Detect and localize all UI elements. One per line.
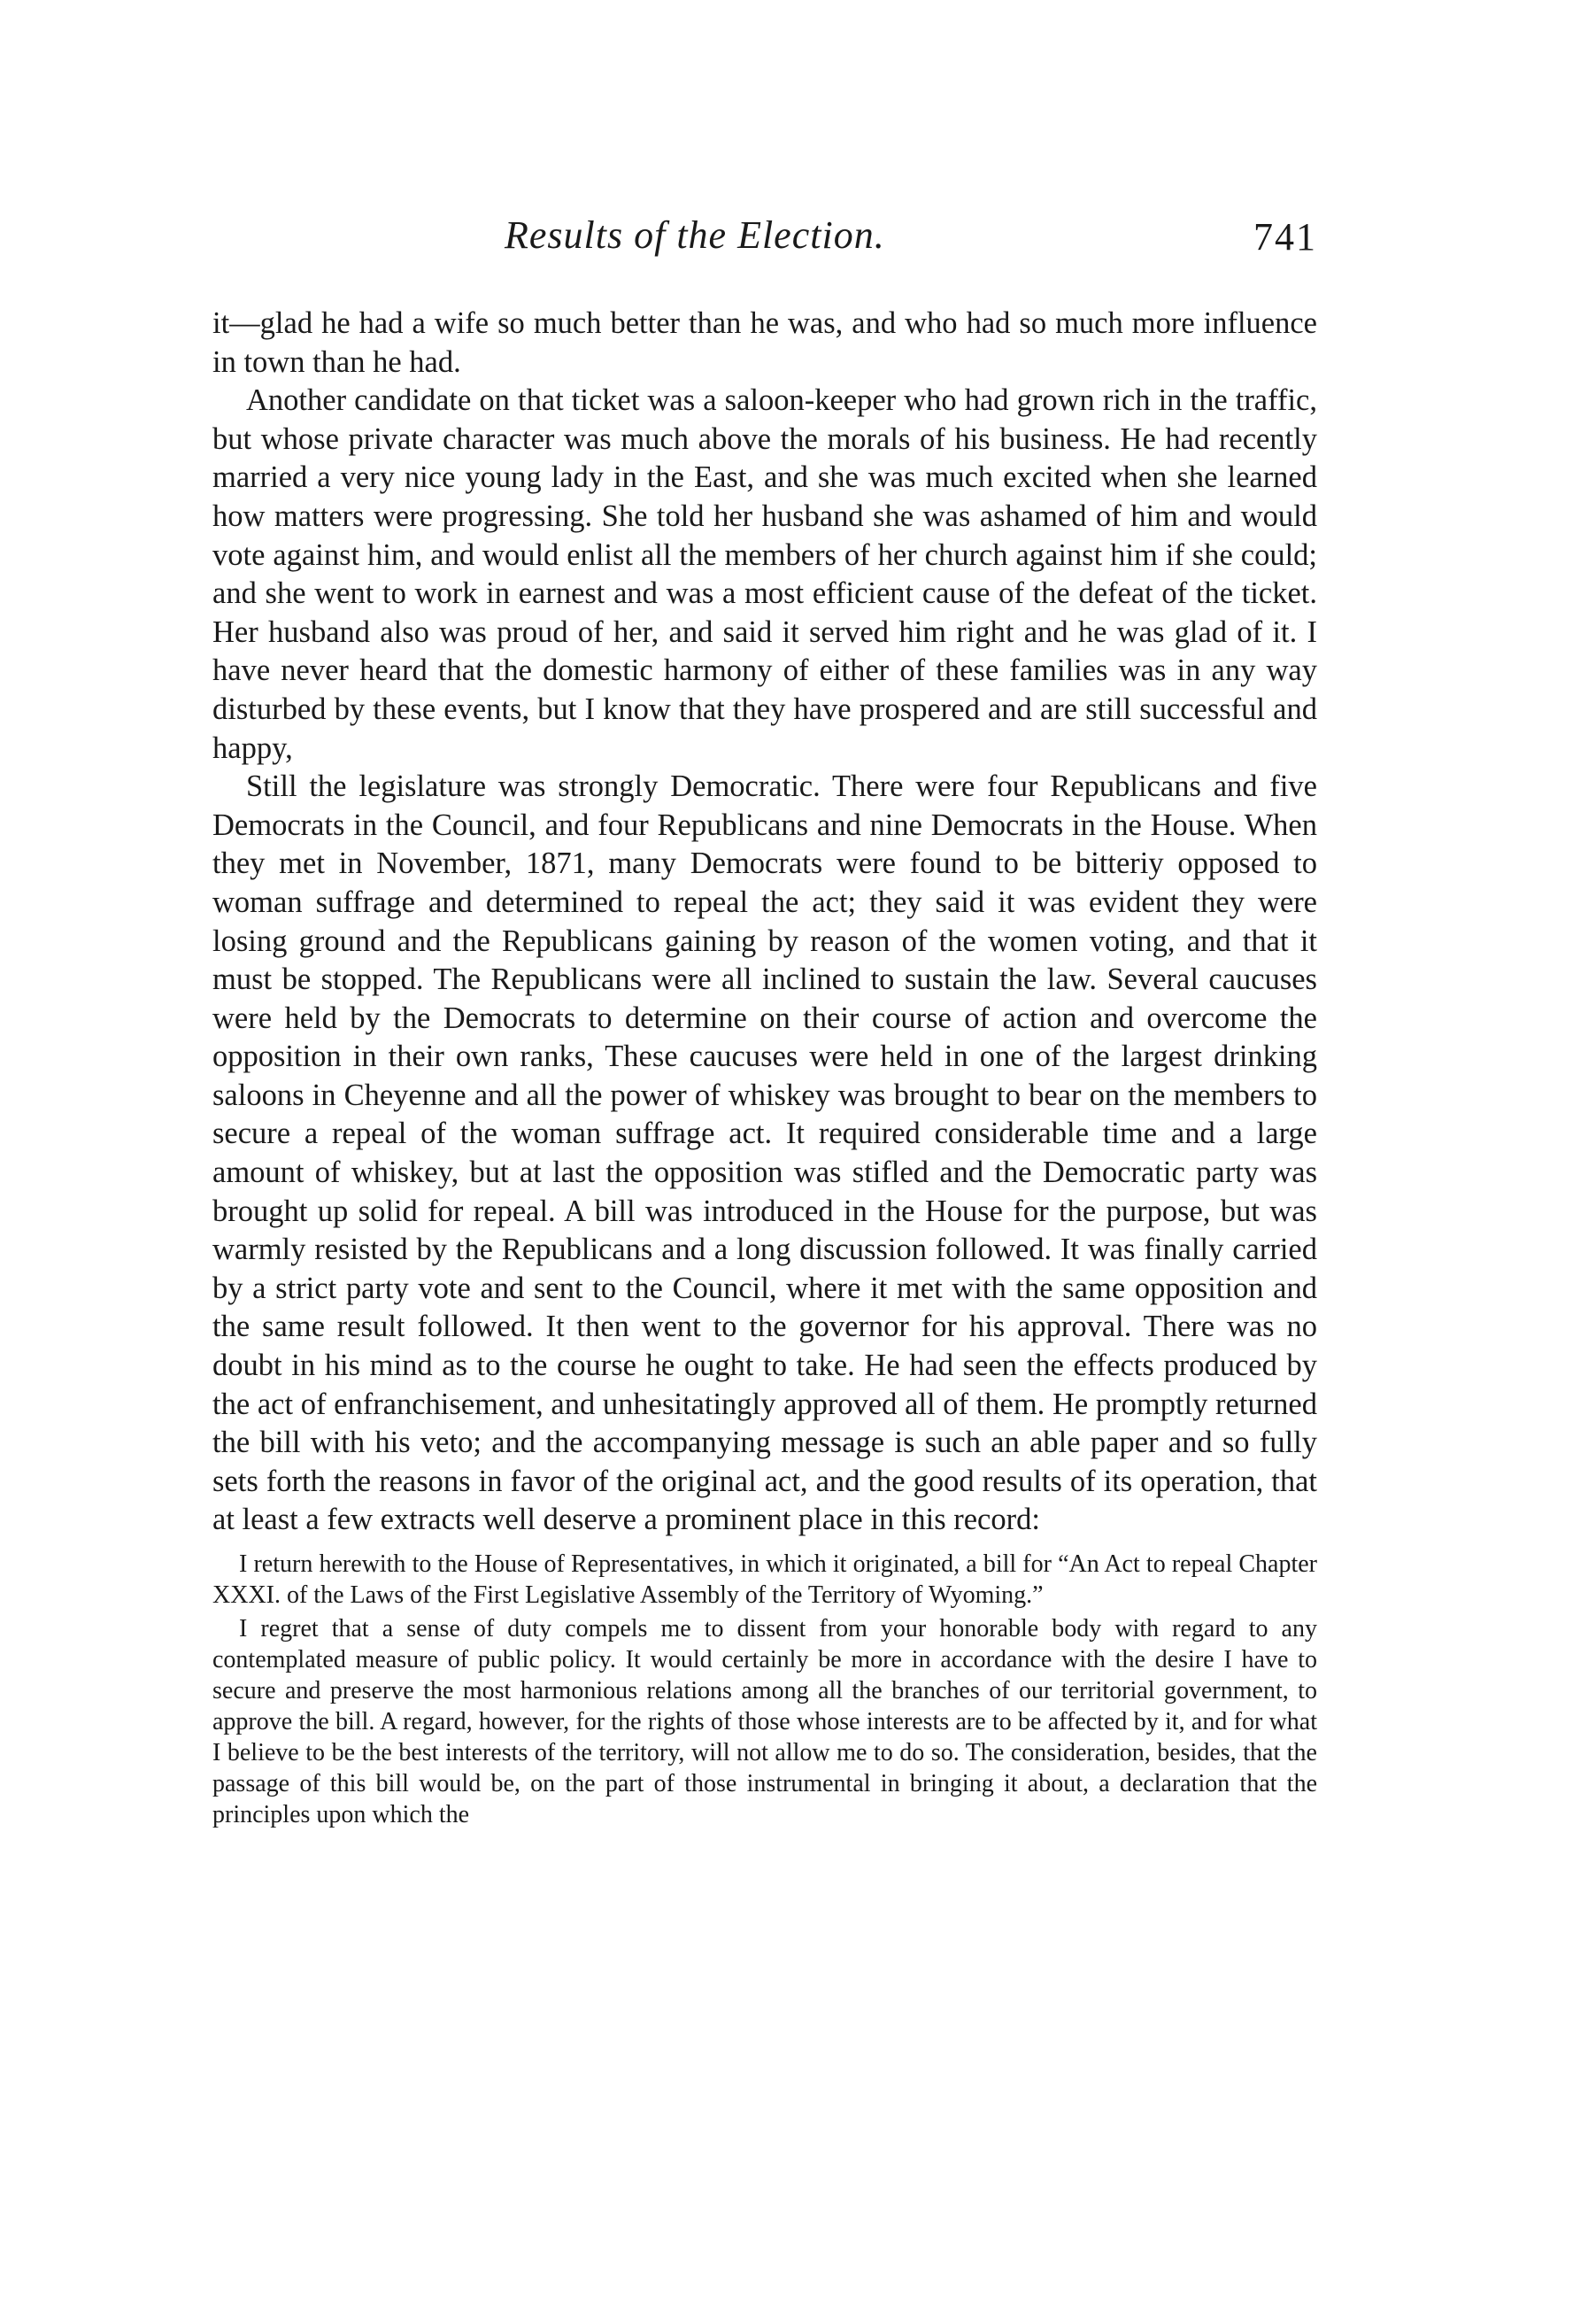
paragraph-legislature: Still the legislature was strongly Democratic. There were four Republicans and five Democrats in the Council, and four Republicans and nine Democrats in the House. When they met in November, 1871, many Democrats were found to be bitteriy opposed to woman suffrage and determined to repeal the act; they said it was evident they were losing ground and the Republicans gaining by reason of the women voting, and that it must be stopped. The Republicans were all inclined to sustain the law. Several caucuses were held by the Democrats to determine on their course of action and overcome the opposition in their own ranks, These caucuses were held in one of the largest drinking saloons in Cheyenne and all the power of whiskey was brought to bear on the members to secure a repeal of the woman suffrage act. It required considerable time and a large amount of whiskey, but at last the opposition was stifled and the Democratic party was brought up solid for repeal. A bill was introduced in the House for the purpose, but was warmly resisted by the Republicans and a long discussion followed. It was finally carried by a strict party vote and sent to the Council, where it met with the same opposition and the same result followed. It then went to the governor for his approval. There was no doubt in his mind as to the course he ought to take. He had seen the effects produced by the act of enfranchisement, and unhesitatingly approved all of them. He promptly returned the bill with his veto; and the accompanying message is such an able paper and so fully sets forth the reasons in favor of the original act, and the good results of its operation, that at least a few extracts well deserve a prominent place in this record: [212, 769, 1317, 1537]
veto-message-quote [212, 1549, 1317, 1830]
page-header [212, 213, 1317, 283]
quote-paragraph-dissent: I regret that a sense of duty compels me to dissent from your honorable body with regard to any contemplated measure of public policy. It would certainly be more in accordance with the desire I have to secure and preserve the most harmonious relations among all the branches of our territorial government, to approve the bill. A regard, however, for the rights of those whose interests are to be affected by it, and for what I believe to be the best interests of the territory, will not allow me to do so. The consideration, besides, that the passage of this bill would be, on the part of those instrumental in bringing it about, a declaration that the principles upon which the [212, 1615, 1317, 1828]
page-number: 741 [1253, 215, 1317, 259]
running-title: Results of the Election. [505, 213, 885, 257]
paragraph-continuation: it—glad he had a wife so much better than he was, and who had so much more influence in town than he had. [212, 306, 1317, 379]
quote-paragraph-return: I return herewith to the House of Representatives, in which it originated, a bill for “An Act to repeal Chapter XXXI. of the Laws of the First Legislative Assembly of the Territory of Wyoming.” [212, 1550, 1317, 1609]
body-text [212, 305, 1317, 1833]
paragraph-saloon-keeper: Another candidate on that ticket was a saloon-keeper who had grown rich in the traffic, but whose private character was much above the morals of his business. He had recently married a very nice young lady in the East, and she was much excited when she learned how matters were progressing. She told her husband she was ashamed of him and would vote against him, and would enlist all the members of her church against him if she could; and she went to work in earnest and was a most efficient cause of the defeat of the ticket. Her husband also was proud of her, and said it served him right and he was glad of it. I have never heard that the domestic harmony of either of these families was in any way disturbed by these events, but I know that they have prospered and are still successful and happy, [212, 383, 1317, 765]
